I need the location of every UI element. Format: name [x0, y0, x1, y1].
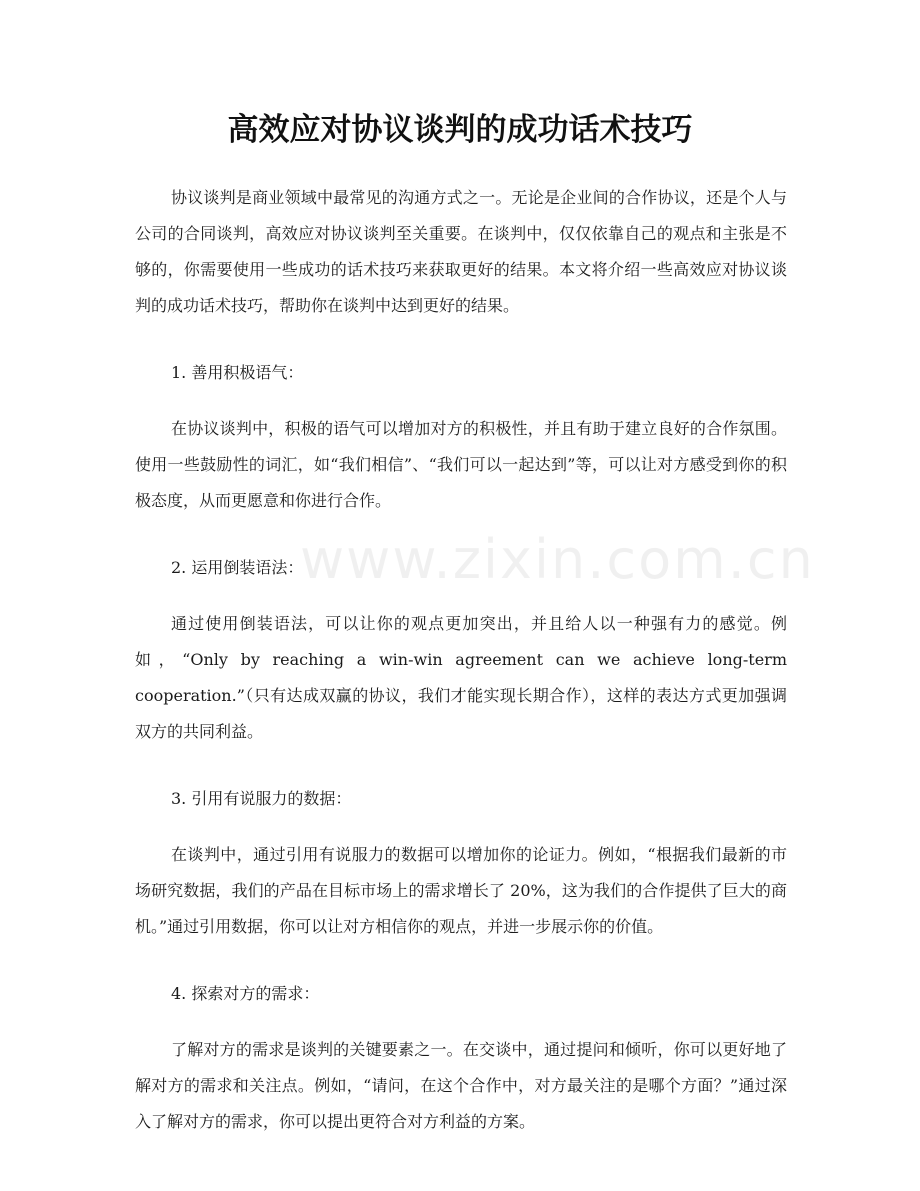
section-paragraph-1: 在协议谈判中，积极的语气可以增加对方的积极性，并且有助于建立良好的合作氛围。使用一些鼓励性的词汇，如“我们相信”、“我们可以一起达到”等，可以让对方感受到你的积极态度，从而更愿意和你进行合作。 — [135, 419, 787, 510]
section-heading-3: 3. 引用有说服力的数据： — [171, 789, 352, 808]
section-paragraph-2: 通过使用倒装语法，可以让你的观点更加突出，并且给人以一种强有力的感觉。例如，“Only by reaching a win-win agreement can we achieve long-term cooperation.”（只有达成双赢的协议，我们才能实现长期合作），这样的表达方式更加强调双方的共同利益。 — [135, 614, 787, 741]
document-body — [135, 180, 787, 1171]
intro-paragraph: 协议谈判是商业领域中最常见的沟通方式之一。无论是企业间的合作协议，还是个人与公司的合同谈判，高效应对协议谈判至关重要。在谈判中，仅仅依靠自己的观点和主张是不够的，你需要使用一些成功的话术技巧来获取更好的结果。本文将介绍一些高效应对协议谈判的成功话术技巧，帮助你在谈判中达到更好的结果。 — [135, 188, 787, 315]
section-heading-2: 2. 运用倒装语法： — [171, 558, 304, 577]
page-title: 高效应对协议谈判的成功话术技巧 — [227, 112, 693, 148]
watermark: www.zixin.com.cn — [300, 528, 815, 591]
section-paragraph-4: 了解对方的需求是谈判的关键要素之一。在交谈中，通过提问和倾听，你可以更好地了解对方的需求和关注点。例如，“请问，在这个合作中，对方最关注的是哪个方面？”通过深入了解对方的需求，你可以提出更符合对方利益的方案。 — [135, 1040, 787, 1131]
section-heading-4: 4. 探索对方的需求： — [171, 984, 320, 1003]
section-paragraph-3: 在谈判中，通过引用有说服力的数据可以增加你的论证力。例如，“根据我们最新的市场研究数据，我们的产品在目标市场上的需求增长了 20%，这为我们的合作提供了巨大的商机。”通过引用数据，你可以让对方相信你的观点，并进一步展示你的价值。 — [135, 845, 787, 936]
section-heading-1: 1. 善用积极语气： — [171, 363, 304, 382]
